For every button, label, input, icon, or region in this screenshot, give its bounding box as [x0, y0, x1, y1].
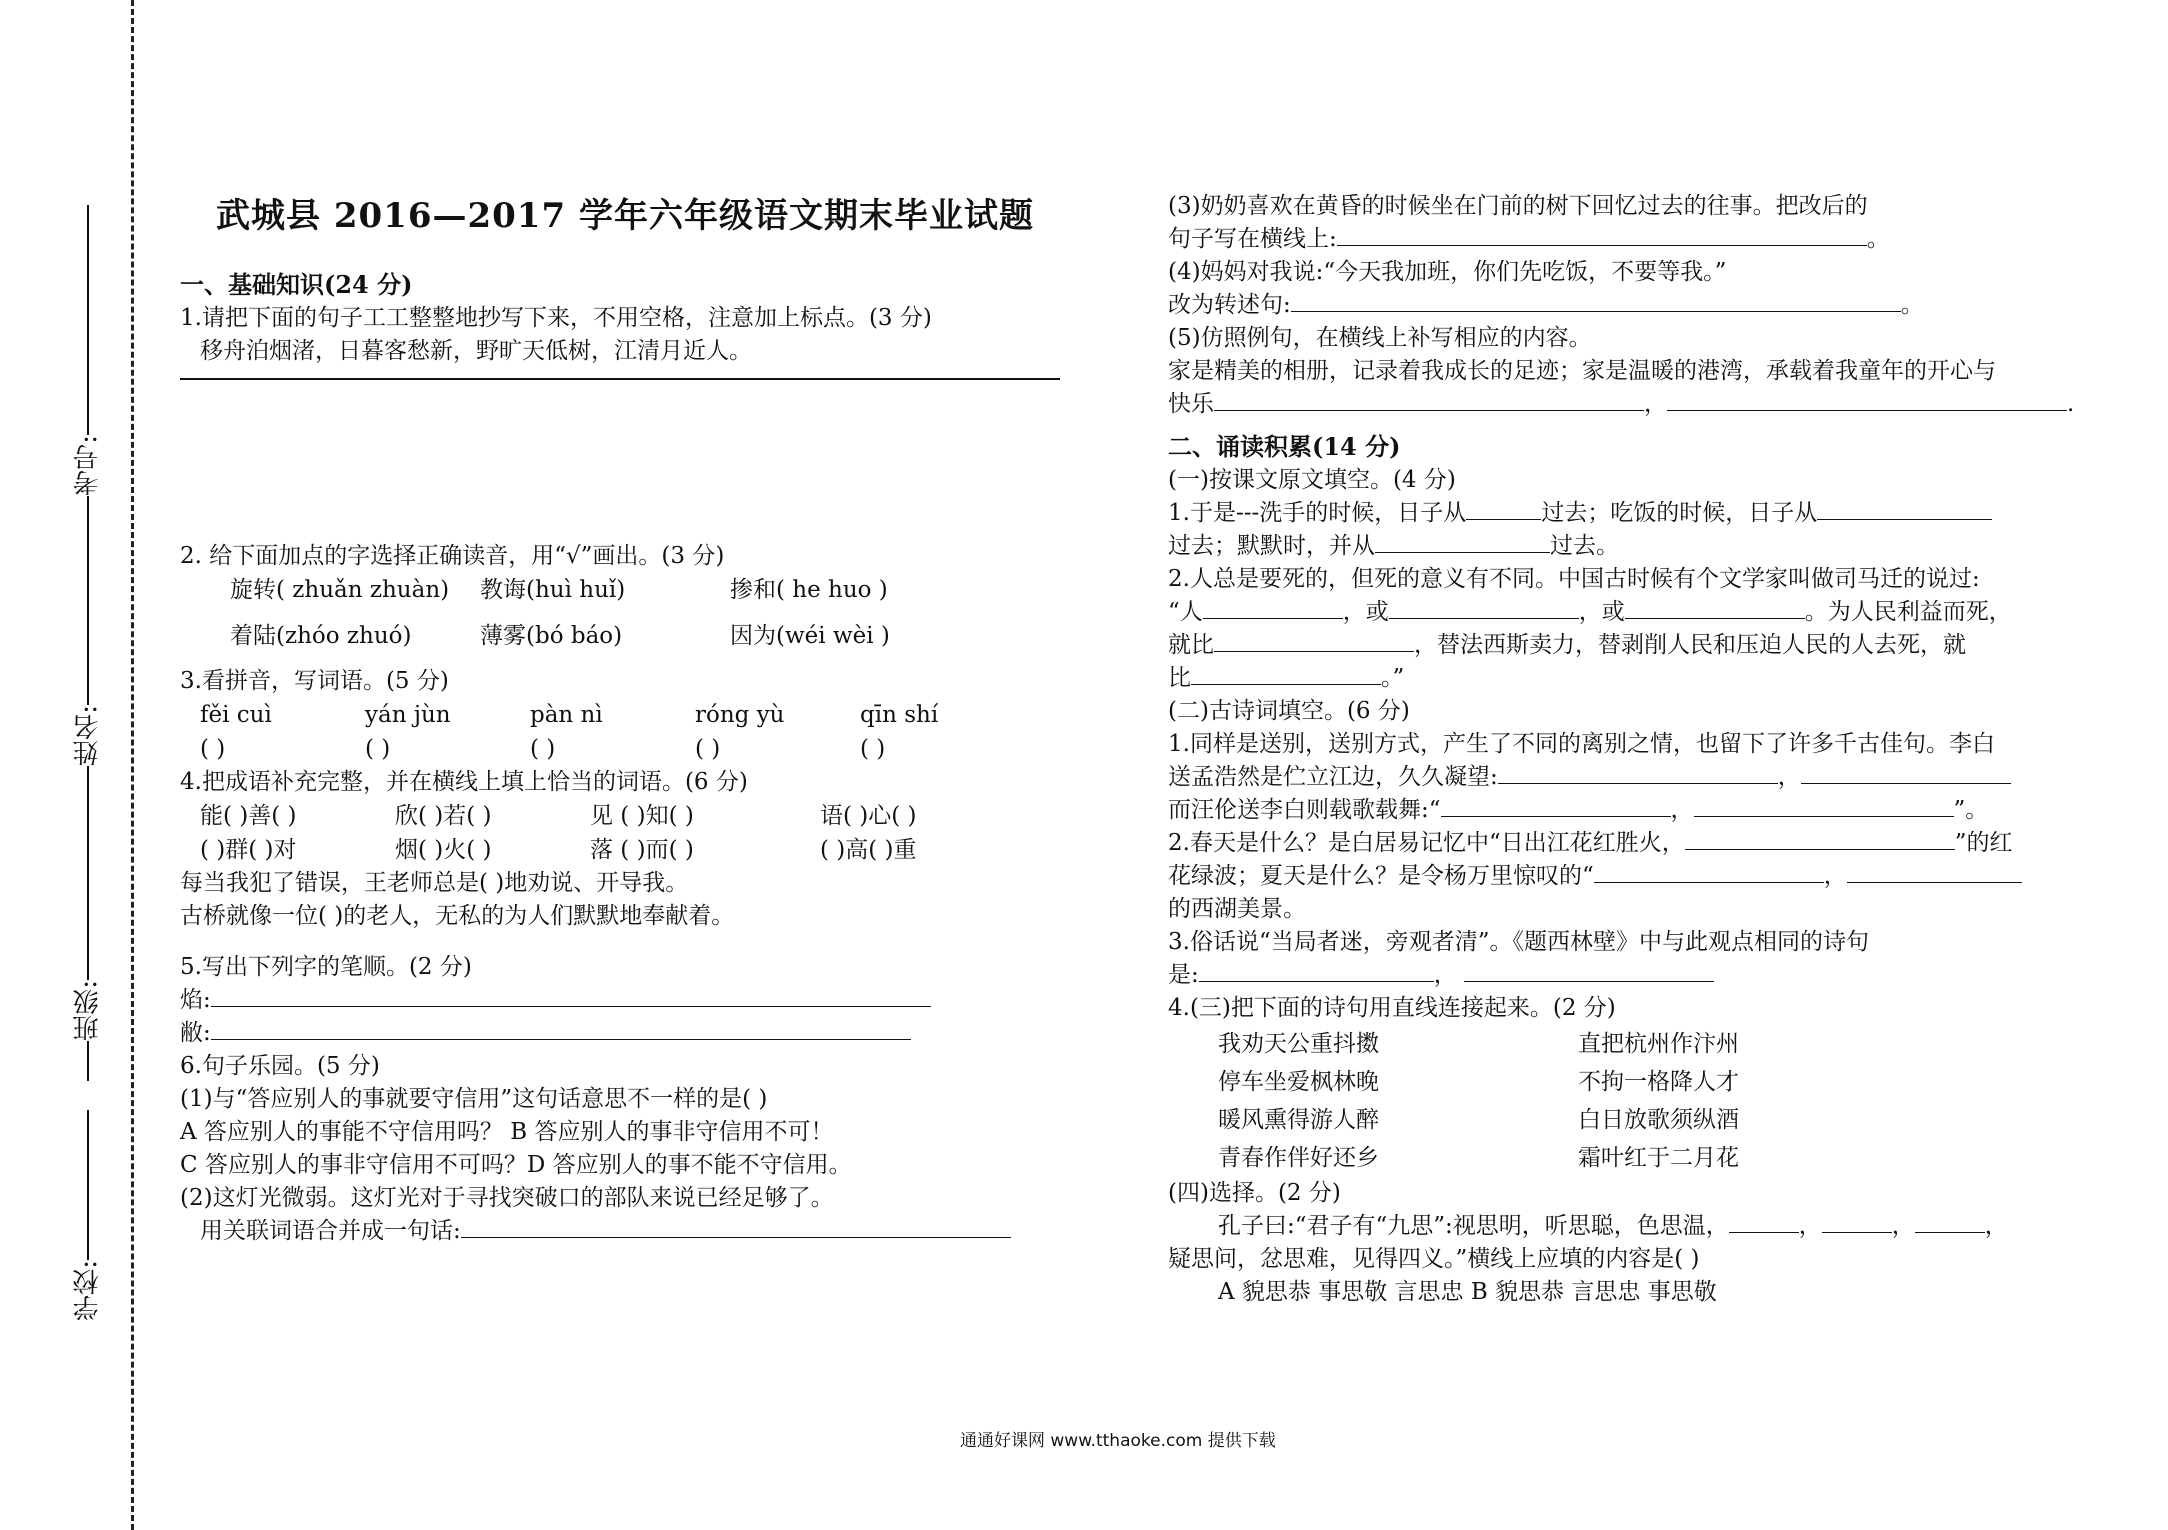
sub2: (二)古诗词填空。(6 分)	[1168, 698, 1410, 724]
p3a: 3.俗话说“当局者迷，旁观者清”。《题西林壁》中与此观点相同的诗句	[1168, 929, 1869, 955]
r-q2b1: “人	[1168, 599, 1203, 625]
s5: (5)仿照例句，在横线上补写相应的内容。	[1168, 325, 1592, 351]
p2-blank2[interactable]	[1594, 860, 1824, 883]
match-left[interactable]: 暖风熏得游人醉	[1218, 1107, 1379, 1133]
match-row	[1168, 1101, 2088, 1139]
match-right[interactable]: 不拘一格降人才	[1578, 1069, 1739, 1095]
s4b-label: 改为转述句:	[1168, 292, 1291, 318]
s3: (3)奶奶喜欢在黄昏的时候坐在门前的树下回忆过去的往事。把改后的	[1168, 193, 1868, 219]
r-q1-blank1[interactable]	[1466, 497, 1541, 520]
p1-blank3[interactable]	[1441, 794, 1671, 817]
footer-credit: 通通好课网 www.tthaoke.com 提供下载	[960, 1431, 1276, 1451]
q6-s2b	[180, 1215, 1070, 1248]
q6-s1a: A 答应别人的事能不守信用吗？ B 答应别人的事非守信用不可！	[180, 1119, 834, 1145]
p2c: 的西湖美景。	[1168, 896, 1306, 922]
q5-a-blank[interactable]	[211, 984, 931, 1007]
idiom-item[interactable]: 落 ( )而( )	[590, 837, 694, 863]
r-q2b3: ，或	[1578, 599, 1625, 625]
q5-b-blank[interactable]	[211, 1017, 911, 1040]
r-q2d2: 。”	[1381, 665, 1405, 691]
q2-item[interactable]: 着陆(zhóo zhuó)	[230, 623, 412, 649]
r-q1a: 1.于是---洗手的时候，日子从	[1168, 500, 1467, 526]
match-left[interactable]: 青春作伴好还乡	[1218, 1145, 1379, 1171]
q6-s2b-label: 用关联词语合并成一句话:	[200, 1218, 461, 1244]
r-q1-blank2[interactable]	[1817, 497, 1992, 520]
q5-text: 5.写出下列字的笔顺。(2 分)	[180, 954, 472, 980]
c-blank2[interactable]	[1822, 1210, 1892, 1233]
q4-text: 4.把成语补充完整，并在横线上填上恰当的词语。(6 分)	[180, 769, 748, 795]
left-column	[180, 180, 1070, 1248]
r-q1d: 过去。	[1550, 533, 1619, 559]
c-blank1[interactable]	[1729, 1210, 1799, 1233]
answer-bracket[interactable]: ( )	[860, 736, 886, 762]
p3-blank1[interactable]	[1199, 959, 1434, 982]
p1-line2: 送孟浩然是伫立江边，久久凝望: ，	[1168, 761, 2088, 794]
idiom-item[interactable]: 能( )善( )	[200, 803, 297, 829]
match-left[interactable]: 我劝天公重抖擞	[1218, 1031, 1379, 1057]
r-q2-line2	[1168, 596, 2088, 629]
q4-row2	[180, 833, 1070, 867]
p2a: 2.春天是什么？是白居易记忆中“日出江花红胜火，	[1168, 830, 1685, 856]
r-q2-blank5[interactable]	[1191, 662, 1381, 685]
r-q2-blank4[interactable]	[1214, 629, 1414, 652]
sub4: (四)选择。(2 分)	[1168, 1180, 1341, 1206]
p1-blank2[interactable]	[1801, 761, 2011, 784]
s3b: 句子写在横线上: 。	[1168, 223, 2088, 256]
q1-text: 1.请把下面的句子工工整整地抄写下来，不用空格，注意加上标点。(3 分)	[180, 305, 932, 331]
name-field[interactable]	[68, 555, 108, 856]
q3-brackets-row	[180, 732, 1070, 766]
r-q2b4: 。为人民利益而死，	[1804, 599, 2012, 625]
r-q2c2: ，替法西斯卖力，替剥削人民和压迫人民的人去死，就	[1414, 632, 1966, 658]
r-q2b2: ，或	[1342, 599, 1389, 625]
q4-row1	[180, 799, 1070, 833]
r-q2-line3	[1168, 629, 2088, 662]
idiom-item[interactable]: 烟( )火( )	[395, 837, 492, 863]
binding-dashed-line	[131, 0, 134, 1530]
q2-text: 2. 给下面加点的字选择正确读音，用“√”画出。(3 分)	[180, 543, 725, 569]
exam-no-label: 考号:	[73, 435, 103, 496]
part1-heading: 一、基础知识(24 分)	[180, 270, 413, 299]
q1-answer-space	[180, 380, 1070, 540]
q6-s1[interactable]: (1)与“答应别人的事就要守信用”这句话意思不一样的是( )	[180, 1086, 768, 1112]
c3[interactable]: A 貌思恭 事思敬 言思忠 B 貌思恭 言思忠 事思敬	[1218, 1279, 1717, 1305]
p3-blank2[interactable]	[1464, 959, 1714, 982]
name-label: 姓名:	[73, 705, 103, 766]
s3-blank[interactable]	[1337, 223, 1867, 246]
p2-line1	[1168, 827, 2088, 860]
idiom-item[interactable]: 欣( )若( )	[395, 803, 492, 829]
r-q2-blank2[interactable]	[1389, 596, 1579, 619]
q2-item[interactable]: 旋转( zhuǎn zhuàn)	[230, 577, 450, 603]
s4-blank[interactable]	[1291, 289, 1901, 312]
match-right[interactable]: 直把杭州作汴州	[1578, 1031, 1739, 1057]
q1-poem: 移舟泊烟渚，日暮客愁新，野旷天低树，江清月近人。	[200, 338, 752, 364]
s5b-label: 快乐	[1168, 391, 1214, 417]
p2-line2: 花绿波；夏天是什么？是令杨万里惊叹的“ ，	[1168, 860, 2088, 893]
r-q2a: 2.人总是要死的，但死的意义有不同。中国古时候有个文学家叫做司马迁的说过:	[1168, 566, 1980, 592]
answer-bracket[interactable]: ( )	[530, 736, 556, 762]
r-q1-line1	[1168, 497, 2088, 530]
c2[interactable]: 疑思问，忿思难，见得四义。”横线上应填的内容是( )	[1168, 1246, 1700, 1272]
match-left[interactable]: 停车坐爱枫林晚	[1218, 1069, 1379, 1095]
c1-line: 孔子曰:“君子有“九思”:视思明，听思聪，色思温， ， ， ，	[1168, 1210, 2088, 1243]
q4-sentence1[interactable]: 每当我犯了错误，王老师总是( )地劝说、开导我。	[180, 870, 689, 896]
p1c: 而汪伦送李白则载歌载舞:“	[1168, 797, 1441, 823]
q5-a	[180, 984, 1070, 1017]
sub3: 4.(三)把下面的诗句用直线连接起来。(2 分)	[1168, 995, 1616, 1021]
class-field[interactable]	[68, 850, 108, 1081]
p1-blank4[interactable]	[1694, 794, 1954, 817]
q5-b	[180, 1017, 1070, 1050]
q2-item[interactable]: 因为(wéi wèi )	[730, 623, 890, 649]
c1: 孔子曰:“君子有“九思”:视思明，听思聪，色思温，	[1218, 1213, 1729, 1239]
pinyin: róng yù	[695, 702, 785, 728]
p2a2: ”的红	[1954, 830, 2013, 856]
school-label: 学校:	[73, 1260, 103, 1321]
s4b: 改为转述句: 。	[1168, 289, 2088, 322]
idiom-item[interactable]: 语( )心( )	[820, 803, 917, 829]
right-column	[1168, 190, 2088, 1309]
c-blank3[interactable]	[1915, 1210, 1985, 1233]
part2-heading: 二、诵读积累(14 分)	[1168, 432, 1401, 461]
q2-row2	[180, 619, 1070, 653]
match-row	[1168, 1063, 2088, 1101]
r-q1c: 过去；默默时，并从	[1168, 533, 1375, 559]
p1a: 1.同样是送别，送别方式，产生了不同的离别之情，也留下了许多千古佳句。李白	[1168, 731, 1995, 757]
q4-sentence2[interactable]: 古桥就像一位( )的老人，无私的为人们默默地奉献着。	[180, 903, 735, 929]
q2-item[interactable]: 教诲(huì huǐ)	[480, 577, 626, 603]
match-right[interactable]: 霜叶红于二月花	[1578, 1145, 1739, 1171]
idiom-item[interactable]: 见 ( )知( )	[590, 803, 694, 829]
q6-s1b: C 答应别人的事非守信用不可吗？D 答应别人的事不能不守信用。	[180, 1152, 852, 1178]
r-q2-line4	[1168, 662, 2088, 695]
p1b: 送孟浩然是伫立江边，久久凝望:	[1168, 764, 1498, 790]
q2-row1	[180, 573, 1070, 607]
p3b: 是:	[1168, 962, 1199, 988]
exam-no-field[interactable]	[68, 205, 108, 556]
r-q2d1: 比	[1168, 665, 1191, 691]
school-field[interactable]	[68, 1110, 108, 1321]
match-right[interactable]: 白日放歌须纵酒	[1578, 1107, 1739, 1133]
p3-line2: 是: ，	[1168, 959, 2088, 992]
s4: (4)妈妈对我说:“今天我加班，你们先吃饭，不要等我。”	[1168, 259, 1727, 285]
pinyin: qīn shí	[860, 702, 939, 728]
p1-blank1[interactable]	[1498, 761, 1778, 784]
s3b-label: 句子写在横线上:	[1168, 226, 1337, 252]
s5-blank1[interactable]	[1214, 388, 1644, 411]
r-q1b: 过去；吃饭的时候，日子从	[1541, 500, 1818, 526]
pinyin: fěi cuì	[200, 702, 272, 728]
q2-item[interactable]: 掺和( he huo )	[730, 577, 888, 603]
answer-bracket[interactable]: ( )	[365, 736, 391, 762]
r-q2-blank1[interactable]	[1203, 596, 1343, 619]
class-label: 班级:	[73, 980, 103, 1041]
pinyin: yán jùn	[365, 702, 451, 728]
q2-item[interactable]: 薄雾(bó báo)	[480, 623, 623, 649]
p1-line3: 而汪伦送李白则载歌载舞:“ ， ”。	[1168, 794, 2088, 827]
r-q1-blank3[interactable]	[1375, 530, 1550, 553]
q6-text: 6.句子乐园。(5 分)	[180, 1053, 380, 1079]
q6-s2b-blank[interactable]	[461, 1215, 1011, 1238]
match-row	[1168, 1025, 2088, 1063]
idiom-item[interactable]: ( )高( )重	[820, 837, 917, 863]
idiom-item[interactable]: ( )群( )对	[200, 837, 297, 863]
s5-blank2[interactable]	[1667, 388, 2067, 411]
q3-pinyin-row	[180, 698, 1070, 732]
s5b: 快乐 ， .	[1168, 388, 2088, 421]
s5a: 家是精美的相册，记录着我成长的足迹；家是温暖的港湾，承载着我童年的开心与	[1168, 358, 1996, 384]
p2-blank3[interactable]	[1847, 860, 2022, 883]
q5-a-label: 焰:	[180, 987, 211, 1013]
q6-s2: (2)这灯光微弱。这灯光对于寻找突破口的部队来说已经足够了。	[180, 1185, 834, 1211]
q3-text: 3.看拼音，写词语。(5 分)	[180, 668, 449, 694]
r-q1-line2	[1168, 530, 2088, 563]
sub1: (一)按课文原文填空。(4 分)	[1168, 467, 1456, 493]
q5-b-label: 敝:	[180, 1020, 211, 1046]
p2b: 花绿波；夏天是什么？是令杨万里惊叹的“	[1168, 863, 1594, 889]
r-q2-blank3[interactable]	[1625, 596, 1805, 619]
page-title: 武城县 2016—2017 学年六年级语文期末毕业试题	[216, 196, 1034, 236]
answer-bracket[interactable]: ( )	[200, 736, 226, 762]
pinyin: pàn nì	[530, 702, 603, 728]
match-row	[1168, 1139, 2088, 1177]
p1d: ”。	[1953, 797, 1989, 823]
answer-bracket[interactable]: ( )	[695, 736, 721, 762]
r-q2c1: 就比	[1168, 632, 1214, 658]
p2-blank1[interactable]	[1685, 827, 1955, 850]
